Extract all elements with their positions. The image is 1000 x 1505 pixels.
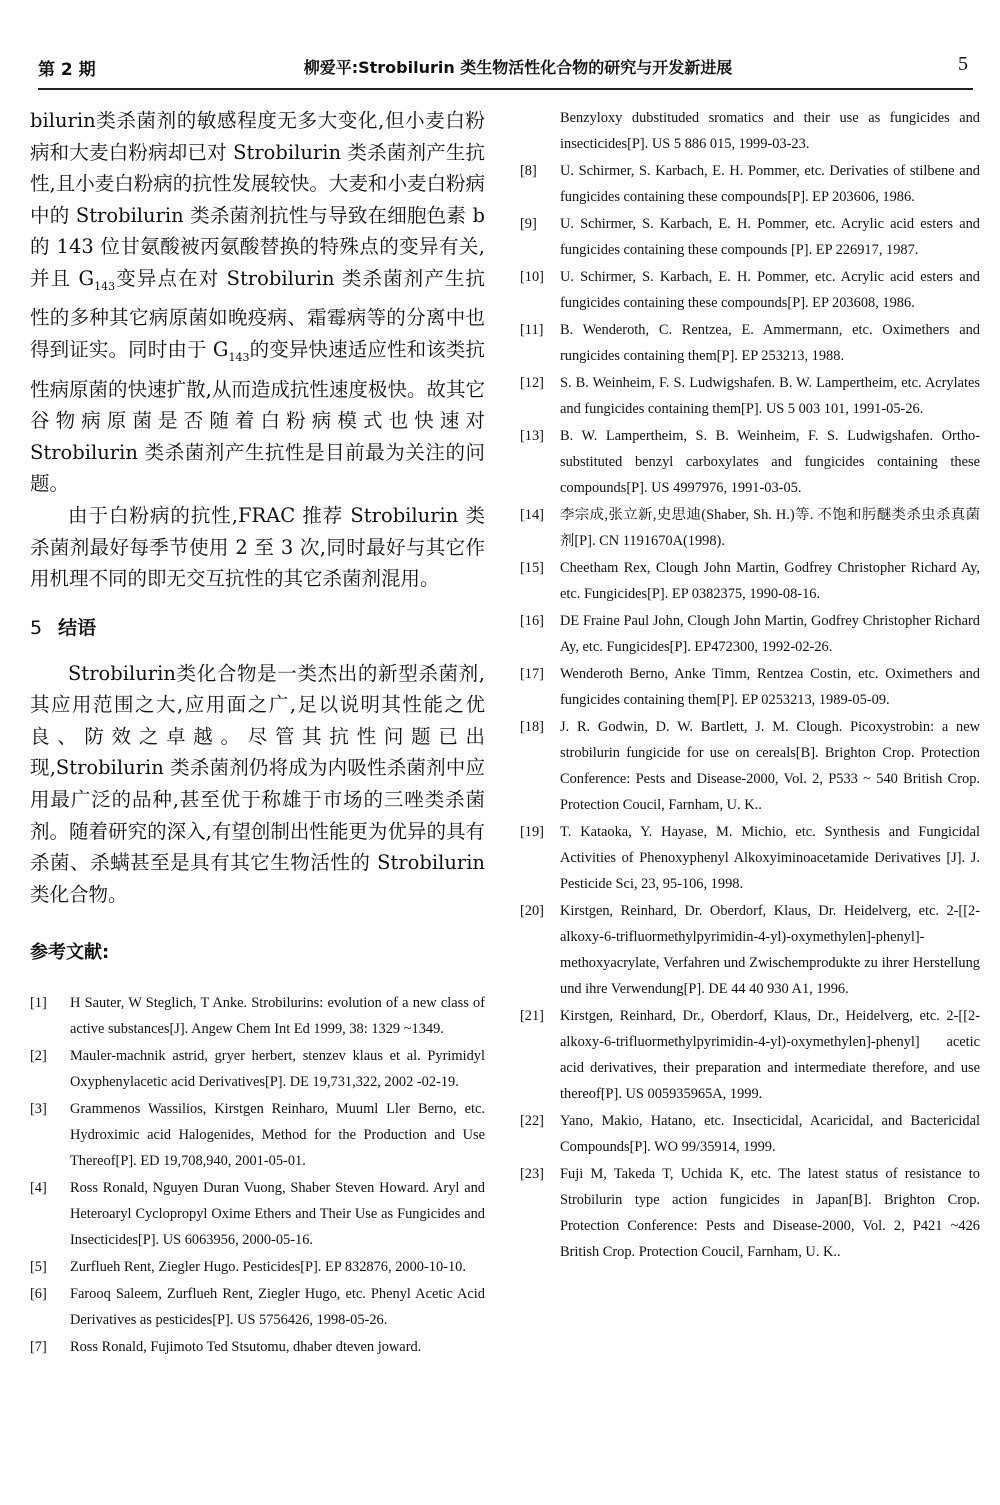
reference-number: [6]: [30, 1286, 47, 1303]
reference-number: [5]: [30, 1259, 47, 1276]
reference-item: [520, 819, 980, 897]
reference-text: Kirstgen, Reinhard, Dr., Oberdorf, Klaus, Dr., Heidelverg, etc. 2-[[2-alkoxy-6-trifluormethylpyrimidin-4-yl)-oxymethylen]-phenyl] acetic acid derivatives, their preparation and intermediate therefore, and use thereof[P]. US 005935965A, 1999.: [560, 1008, 980, 1102]
reference-number: [23]: [520, 1166, 544, 1182]
reference-number: [2]: [30, 1048, 47, 1065]
reference-text: U. Schirmer, S. Karbach, E. H. Pommer, etc. Acrylic acid esters and fungicides containing these compounds [P]. EP 226917, 1987.: [560, 216, 980, 258]
reference-item: [520, 1108, 980, 1160]
reference-number: [4]: [30, 1180, 47, 1197]
reference-number: [18]: [520, 719, 544, 735]
reference-number: [13]: [520, 428, 544, 444]
running-header: [38, 55, 968, 91]
reference-text: Mauler-machnik astrid, gryer herbert, stenzev klaus et al. Pyrimidyl Oxyphenylacetic acid Derivatives[P]. DE 19,731,322, 2002 -02-19.: [70, 1048, 485, 1091]
reference-text: Cheetham Rex, Clough John Martin, Godfrey Christopher Richard Ay, etc. Fungicides[P]. EP 0382375, 1990-08-16.: [560, 560, 980, 602]
reference-number: [3]: [30, 1101, 47, 1118]
reference-item: [520, 317, 980, 369]
issue-number: 第 2 期: [38, 60, 96, 80]
reference-item: [30, 990, 485, 1042]
reference-text: U. Schirmer, S. Karbach, E. H. Pommer, etc. Derivaties of stilbene and fungicides containing these compounds[P]. EP 203606, 1986.: [560, 163, 980, 205]
reference-item: [520, 608, 980, 660]
reference-item: [30, 1334, 485, 1360]
reference-text: S. B. Weinheim, F. S. Ludwigshafen. B. W. Lampertheim, etc. Acrylates and fungicides containing them[P]. US 5 003 101, 1991-05-26.: [560, 375, 980, 417]
paragraph-text: bilurin类杀菌剂的敏感程度无多大变化,但小麦白粉病和大麦白粉病却已对 Strobilurin 类杀菌剂产生抗性,且小麦白粉病的抗性发展较快。大麦和小麦白粉病中的 Strobilurin 类杀菌剂抗性与导致在细胞色素 b 的 143 位甘氨酸被丙氨酸替换的特殊点的变异有关,并且 G: [30, 109, 485, 290]
reference-text: Fuji M, Takeda T, Uchida K, etc. The latest status of resistance to Strobilurin type action fungicides in Japan[B]. Brighton Crop. Protection Conference: Pests and Disease-2000, Vol. 2, P421 ~426 British Crop. Protection Coucil, Farnham, U. K..: [560, 1166, 980, 1260]
references-list-left: [30, 990, 485, 1360]
reference-text: B. W. Lampertheim, S. B. Weinheim, F. S. Ludwigshafen. Ortho-substituted benzyl carboxylates and fungicides containing these compounds[P]. US 4997976, 1991-03-05.: [560, 428, 980, 496]
reference-item: [520, 898, 980, 1002]
reference-text: Ross Ronald, Nguyen Duran Vuong, Shaber Steven Howard. Aryl and Heteroaryl Cyclopropyl Oxime Ethers and Their Use as Fungicides and Insecticides[P]. US 6063956, 2000-05-16.: [70, 1180, 485, 1249]
references-list-right: [520, 105, 980, 1266]
header-rule: [38, 88, 973, 90]
references-heading: 参考文献:: [30, 942, 110, 964]
reference-number: [1]: [30, 995, 47, 1012]
reference-item: [30, 1281, 485, 1333]
paragraph-text: 的变异快速适应性和该类抗性病原菌的快速扩散,从而造成抗性速度极快。故其它谷物病原菌是否随着白粉病模式也快速对 Strobilurin 类杀菌剂产生抗性是目前最为关注的问题。: [30, 338, 485, 496]
subscript: 143: [94, 279, 116, 293]
reference-item: [520, 370, 980, 422]
reference-item: [520, 1161, 980, 1265]
section-number: 5: [30, 616, 43, 639]
reference-number: [9]: [520, 216, 537, 232]
reference-number: [21]: [520, 1008, 544, 1024]
reference-number: [8]: [520, 163, 537, 179]
reference-number: [12]: [520, 375, 544, 391]
subscript: 143: [228, 350, 250, 364]
reference-text: T. Kataoka, Y. Hayase, M. Michio, etc. Synthesis and Fungicidal Activities of Phenoxyphenyl Alkoxyiminoacetamide Derivatives [J]. J. Pesticide Sci, 23, 95-106, 1998.: [560, 824, 980, 892]
reference-item: [30, 1096, 485, 1174]
reference-text: Ross Ronald, Fujimoto Ted Stsutomu, dhaber dteven joward.: [70, 1339, 422, 1356]
reference-number: [10]: [520, 269, 544, 285]
reference-text: 李宗成,张立新,史思迪(Shaber, Sh. H.)等. 不饱和肟醚类杀虫杀真菌剂[P]. CN 1191670A(1998).: [560, 507, 980, 549]
reference-text: Wenderoth Berno, Anke Timm, Rentzea Costin, etc. Oximethers and fungicides containing them[P]. EP 0253213, 1989-05-09.: [560, 666, 980, 708]
reference-text: H Sauter, W Steglich, T Anke. Strobilurins: evolution of a new class of active substances[J]. Angew Chem Int Ed 1999, 38: 1329 ~1349.: [70, 995, 485, 1038]
reference-item: [30, 1175, 485, 1253]
reference-item: [520, 661, 980, 713]
reference-item: [520, 158, 980, 210]
reference-text: Kirstgen, Reinhard, Dr. Oberdorf, Klaus, Dr. Heidelverg, etc. 2-[[2-alkoxy-6-trifluormethylpyrimidin-4-yl)-oxymethylen]-phenyl]-methoxyacrylate, Verfahren und Zwischemprodukte zu ihrer Herstellung und ihre Verwendung[P]. DE 44 40 930 A1, 1996.: [560, 903, 980, 997]
reference-text: B. Wenderoth, C. Rentzea, E. Ammermann, etc. Oximethers and rungicides containing them[P]. EP 253213, 1988.: [560, 322, 980, 364]
section-heading: [30, 613, 485, 640]
reference-item: [520, 555, 980, 607]
reference-number: [11]: [520, 322, 544, 338]
reference-number: [19]: [520, 824, 544, 840]
paragraph-resistance: [30, 105, 485, 500]
reference-number: [20]: [520, 903, 544, 919]
reference-text: Zurflueh Rent, Ziegler Hugo. Pesticides[P]. EP 832876, 2000-10-10.: [70, 1259, 466, 1276]
reference-item: [30, 1043, 485, 1095]
section-title: 结语: [58, 616, 97, 639]
reference-item: [520, 714, 980, 818]
reference-text: J. R. Godwin, D. W. Bartlett, J. M. Clough. Picoxystrobin: a new strobilurin fungicide for use on cereals[B]. Brighton Crop. Protection Conference: Pests and Disease-2000, Vol. 2, P533 ~ 540 British Crop. Protection Coucil, Farnham, U. K..: [560, 719, 980, 813]
reference-item: [520, 105, 980, 157]
paragraph-frac: 由于白粉病的抗性,FRAC 推荐 Strobilurin 类杀菌剂最好每季节使用 2 至 3 次,同时最好与其它作用机理不同的即无交互抗性的其它杀菌剂混用。: [30, 503, 485, 591]
reference-item: [520, 1003, 980, 1107]
reference-item: [520, 502, 980, 554]
running-title: 柳爱平:Strobilurin 类生物活性化合物的研究与开发新进展: [303, 58, 733, 77]
reference-item: [520, 423, 980, 501]
reference-number: [15]: [520, 560, 544, 576]
reference-number: [16]: [520, 613, 544, 629]
reference-number: [17]: [520, 666, 544, 682]
left-column: [30, 105, 485, 1361]
reference-text: Farooq Saleem, Zurflueh Rent, Ziegler Hugo, etc. Phenyl Acetic Acid Derivatives as pesticides[P]. US 5756426, 1998-05-26.: [70, 1286, 485, 1329]
paragraph-conclusion: Strobilurin类化合物是一类杰出的新型杀菌剂,其应用范围之大,应用面之广,足以说明其性能之优良、防效之卓越。尽管其抗性问题已出现,Strobilurin 类杀菌剂仍将成为内吸性杀菌剂中应用最广泛的品种,甚至优于称雄于市场的三唑类杀菌剂。随着研究的深入,有望创制出性能更为优异的具有杀菌、杀螨甚至是具有其它生物活性的 Strobilurin 类化合物。: [30, 661, 485, 906]
reference-text: Grammenos Wassilios, Kirstgen Reinharo, Muuml Ller Berno, etc. Hydroximic acid Halogenides, Method for the Production and Use Thereof[P]. ED 19,708,940, 2001-05-01.: [70, 1101, 485, 1170]
paragraph-text: 变异点在对 Strobilurin 类杀菌剂产生抗性的多种其它病原菌如晚疫病、霜霉病等的分离中也得到证实。同时由于 G: [30, 266, 485, 362]
reference-item: [30, 1254, 485, 1280]
reference-item: [520, 211, 980, 263]
reference-number: [22]: [520, 1113, 544, 1129]
reference-text: Yano, Makio, Hatano, etc. Insecticidal, Acaricidal, and Bactericidal Compounds[P]. WO 99/35914, 1999.: [560, 1113, 980, 1155]
page-number: 5: [958, 53, 968, 75]
reference-text: Benzyloxy dubstituded sromatics and their use as fungicides and insecticides[P]. US 5 886 015, 1999-03-23.: [560, 110, 980, 152]
reference-item: [520, 264, 980, 316]
reference-text: U. Schirmer, S. Karbach, E. H. Pommer, etc. Acrylic acid esters and fungicides containing these compounds[P]. EP 203608, 1986.: [560, 269, 980, 311]
reference-number: [14]: [520, 507, 544, 523]
reference-number: [7]: [30, 1339, 47, 1356]
reference-text: DE Fraine Paul John, Clough John Martin, Godfrey Christopher Richard Ay, etc. Fungicides[P]. EP472300, 1992-02-26.: [560, 613, 980, 655]
